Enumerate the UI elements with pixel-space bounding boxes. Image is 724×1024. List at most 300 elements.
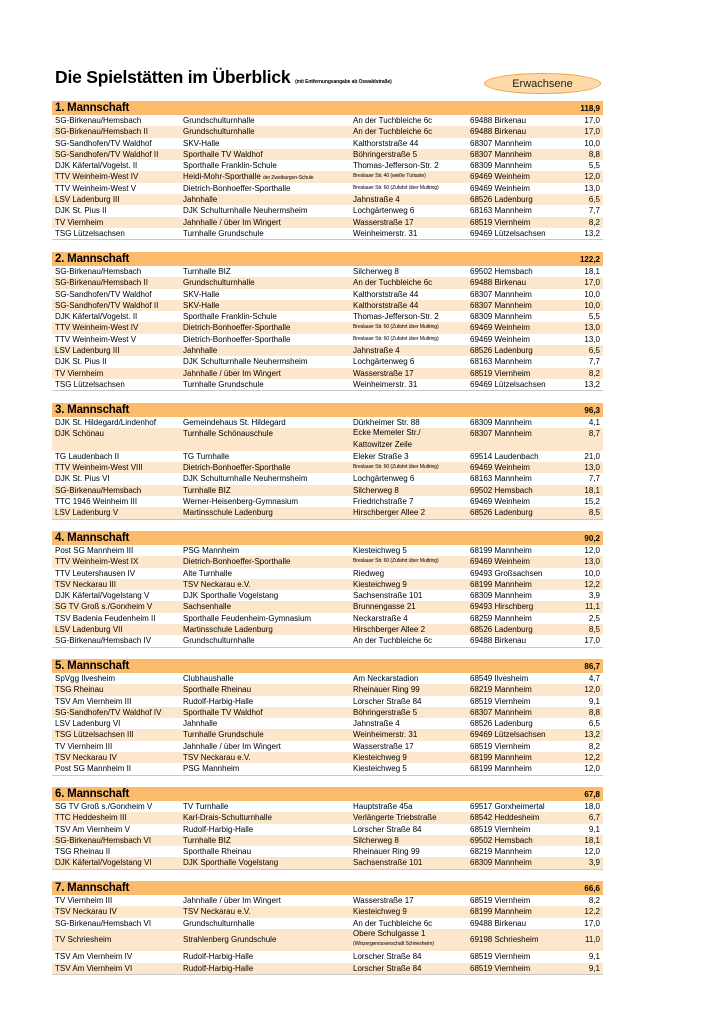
team-name: TV Viernheim III (55, 896, 113, 905)
venue-name-text: Turnhalle Grundschule (183, 730, 264, 740)
section-total-distance: 86,7 (584, 661, 600, 671)
team-name: TTV Weinheim-West V (55, 334, 137, 344)
street-address: Lochgärtenweg 6 (353, 474, 415, 484)
venue-name (183, 741, 281, 752)
postal-city: 69469 Weinheim (470, 183, 530, 193)
distance-km: 9,1 (588, 952, 600, 962)
street-address: Wasserstraße 17 (353, 217, 414, 227)
street-address: Lochgärtenweg 6 (353, 357, 415, 367)
postal-city: 69488 Birkenau (470, 116, 527, 125)
distance-km: 6,7 (588, 813, 600, 823)
venue-name (183, 266, 231, 277)
street-address: Hirschberger Allee 2 (353, 625, 426, 635)
postal-city: 68519 Viernheim (470, 896, 531, 905)
team-name: SG TV Groß s./Gorxheim V (55, 602, 153, 612)
table-row (52, 801, 603, 812)
distance-km: 13,0 (584, 463, 600, 473)
table-row (52, 684, 603, 695)
team-name: TV Schriesheim (55, 934, 112, 944)
table-row (52, 171, 603, 182)
team-name: SG-Sandhofen/TV Waldhof II (55, 300, 159, 310)
team-name: LSV Ladenburg V (55, 508, 119, 518)
venue-name-text: TSV Neckarau e.V. (183, 753, 251, 763)
venue-name (183, 729, 264, 740)
venue-name-text: Sporthalle Rheinau (183, 685, 252, 695)
street-address: Jahnstraße 4 (353, 195, 400, 205)
table-row (52, 322, 603, 333)
postal-city: 69469 Weinheim (470, 557, 530, 567)
table-row (52, 624, 603, 635)
postal-city: 68163 Mannheim (470, 474, 532, 484)
distance-km: 13,0 (584, 323, 600, 333)
distance-km: 7,7 (588, 357, 600, 367)
section-divider (52, 390, 603, 391)
distance-km: 12,0 (584, 546, 600, 555)
street-address: Silcherweg 8 (353, 485, 399, 495)
venue-name-text: Clubhaushalle (183, 674, 234, 683)
section-mannschaft-3 (52, 403, 603, 520)
title-subtitle: (mit Entfernungsangabe ab Oswaldstraße) (295, 79, 392, 85)
postal-city: 69502 Hemsbach (470, 835, 533, 845)
venue-name (183, 812, 272, 823)
team-name: TSG Lützelsachsen (55, 228, 125, 238)
street-address: Hauptstraße 45a (353, 802, 413, 811)
distance-km: 10,0 (584, 138, 600, 148)
street-address: Dürkheimer Str. 88 (353, 418, 420, 427)
venue-name-text: TG Turnhalle (183, 451, 230, 461)
distance-km: 4,7 (588, 674, 600, 683)
distance-km: 6,5 (588, 719, 600, 729)
venue-name (183, 590, 278, 601)
postal-city: 68526 Ladenburg (470, 625, 533, 635)
postal-city: 68307 Mannheim (470, 289, 532, 299)
street-address: Weinheimerstr. 31 (353, 228, 418, 238)
street-address: Jahnstraße 4 (353, 346, 400, 356)
venue-name (183, 579, 251, 590)
street-address: Brunnengasse 21 (353, 602, 416, 612)
street-address: Wasserstraße 17 (353, 368, 414, 378)
street-address (353, 929, 434, 951)
venue-name (183, 160, 277, 171)
section-header (52, 101, 603, 115)
venue-name (183, 895, 281, 906)
team-name: TSG Lützelsachsen III (55, 730, 134, 740)
postal-city: 68219 Mannheim (470, 847, 532, 857)
venue-name-text: Dietrich-Bonhoeffer-Sporthalle (183, 334, 291, 344)
team-name: TSV Am Viernheim V (55, 824, 130, 834)
team-name: SG-Birkenau/Hemsbach (55, 116, 142, 125)
postal-city: 68526 Ladenburg (470, 508, 533, 518)
team-name: SG-Birkenau/Hemsbach VI (55, 918, 152, 928)
table-row (52, 846, 603, 857)
venue-name-text: Sporthalle TV Waldhof (183, 707, 263, 717)
venue-name-text: Rudolf-Harbig-Halle (183, 696, 254, 706)
distance-km: 10,0 (584, 289, 600, 299)
table-row (52, 379, 603, 390)
venue-name (183, 138, 219, 149)
postal-city: 69517 Gorxheimertal (470, 802, 545, 811)
venue-name (183, 601, 231, 612)
table-row (52, 601, 603, 612)
street-line-2: Kattowitzer Zeile (353, 439, 413, 449)
street-address: Kalthorststraße 44 (353, 289, 419, 299)
venue-name-text: Alte Turnhalle (183, 568, 232, 578)
distance-km: 13,2 (584, 379, 600, 389)
venue-name (183, 545, 239, 556)
postal-city: 68526 Ladenburg (470, 195, 533, 205)
table-row (52, 718, 603, 729)
postal-city: 68199 Mannheim (470, 907, 532, 917)
distance-km: 3,9 (588, 858, 600, 868)
table-row (52, 115, 603, 126)
street-address: Rheinauer Ring 99 (353, 847, 420, 857)
distance-km: 9,1 (588, 696, 600, 706)
venue-name (183, 635, 255, 646)
venue-name-text: DJK Schulturnhalle Neuhermsheim (183, 357, 308, 367)
team-name: SG-Birkenau/Hemsbach (55, 485, 142, 495)
table-row (52, 138, 603, 149)
table-row (52, 579, 603, 590)
table-row (52, 126, 603, 137)
distance-km: 12,0 (584, 172, 600, 182)
postal-city: 68199 Mannheim (470, 753, 532, 763)
postal-city: 69469 Lützelsachsen (470, 730, 546, 740)
table-row (52, 568, 603, 579)
venue-name (183, 485, 231, 496)
distance-km: 9,1 (588, 824, 600, 834)
venue-name-text: DJK Sporthalle Vogelstang (183, 858, 279, 868)
team-name: DJK Käfertal/Vogelstang V (55, 591, 150, 601)
street-address: Neckarstraße 4 (353, 613, 408, 623)
postal-city: 68307 Mannheim (470, 707, 532, 717)
venue-name (183, 356, 308, 367)
postal-city: 68309 Mannheim (470, 418, 532, 427)
table-row (52, 696, 603, 707)
venue-name-text: Sporthalle Rheinau (183, 847, 252, 857)
venue-name-text: Jahnhalle / über Im Wingert (183, 741, 281, 751)
venue-name (183, 300, 219, 311)
section-title: 4. Mannschaft (55, 532, 130, 544)
team-name: SG-Birkenau/Hemsbach II (55, 127, 148, 137)
venue-name-text: Grundschulturnhalle (183, 918, 255, 928)
postal-city: 68519 Viernheim (470, 741, 531, 751)
distance-km: 17,0 (584, 278, 600, 288)
postal-city: 68307 Mannheim (470, 138, 532, 148)
team-name: TTC Heddesheim III (55, 813, 127, 823)
postal-city: 68519 Viernheim (470, 963, 531, 973)
postal-city: 68199 Mannheim (470, 764, 532, 774)
team-name: Post SG Mannheim II (55, 764, 132, 774)
section-total-distance: 90,2 (584, 533, 600, 543)
table-row (52, 895, 603, 906)
distance-km: 8,2 (588, 896, 600, 905)
distance-km: 12,2 (584, 753, 600, 763)
team-name: SG-Birkenau/Hemsbach (55, 267, 142, 276)
venue-name (183, 428, 273, 439)
venue-name (183, 217, 281, 228)
venue-name-text: Sporthalle TV Waldhof (183, 149, 263, 159)
distance-km: 17,0 (584, 918, 600, 928)
team-name: DJK St. Pius II (55, 357, 107, 367)
venue-name-text: DJK Schulturnhalle Neuhermsheim (183, 206, 308, 216)
street-address: Thomas-Jefferson-Str. 2 (353, 312, 439, 322)
table-row (52, 228, 603, 239)
distance-km: 10,0 (584, 568, 600, 578)
distance-km: 13,2 (584, 228, 600, 238)
venue-name-text: Dietrich-Bonhoeffer-Sporthalle (183, 183, 291, 193)
section-header (52, 252, 603, 266)
section-divider (52, 869, 603, 870)
venue-name (183, 149, 263, 160)
venue-name (183, 277, 255, 288)
table-row (52, 485, 603, 496)
street-address: Sachsenstraße 101 (353, 858, 423, 868)
venue-name (183, 673, 234, 684)
section-total-distance: 96,3 (584, 405, 600, 415)
postal-city: 69469 Weinheim (470, 463, 530, 473)
street-address: Kalthorststraße 44 (353, 300, 419, 310)
venue-name-text: Jahnhalle / über Im Wingert (183, 368, 281, 378)
section-header (52, 531, 603, 545)
team-name: DJK St. Pius VI (55, 474, 110, 484)
team-name: LSV Ladenburg VI (55, 719, 121, 729)
street-line-1: Ecke Memeler Str./ (353, 428, 421, 438)
table-row (52, 289, 603, 300)
distance-km: 13,0 (584, 183, 600, 193)
table-row (52, 635, 603, 646)
table-row (52, 194, 603, 205)
distance-km: 11,0 (585, 934, 600, 944)
venue-name-text: Rudolf-Harbig-Halle (183, 824, 254, 834)
street-address: Böhringerstraße 5 (353, 149, 418, 159)
section-title: 3. Mannschaft (55, 404, 130, 416)
street-address: Kalthorststraße 44 (353, 138, 419, 148)
venue-name (183, 417, 286, 428)
section-title: 1. Mannschaft (55, 102, 130, 114)
team-name: TSV Neckarau III (55, 579, 116, 589)
street-address: Verlängerte Triebstraße (353, 813, 437, 823)
venue-name-text: Gemeindehaus St. Hildegard (183, 418, 286, 427)
section-mannschaft-4 (52, 531, 603, 648)
street-address: Sachsenstraße 101 (353, 591, 423, 601)
venue-note: der Zweiburgen-Schule (263, 175, 314, 182)
distance-km: 5,5 (588, 161, 600, 171)
table-row (52, 205, 603, 216)
team-name: TSG Rheinau (55, 685, 104, 695)
distance-km: 18,0 (584, 802, 600, 811)
distance-km: 12,0 (584, 847, 600, 857)
postal-city: 69488 Birkenau (470, 127, 527, 137)
street-address: Riedweg (353, 568, 385, 578)
venue-name (183, 918, 255, 929)
venue-name-text: Dietrich-Bonhoeffer-Sporthalle (183, 463, 291, 473)
street-address: Kiesteichweg 9 (353, 907, 407, 917)
venue-name (183, 507, 273, 518)
postal-city: 69469 Weinheim (470, 172, 530, 182)
postal-city: 69493 Großsachsen (470, 568, 543, 578)
title-text: Die Spielstätten im Überblick (55, 67, 291, 87)
postal-city: 68309 Mannheim (470, 591, 532, 601)
team-name: DJK Käfertal/Vogelstang VI (55, 858, 152, 868)
table-row (52, 707, 603, 718)
postal-city: 69488 Birkenau (470, 918, 527, 928)
venue-name-text: Strahlenberg Grundschule (183, 934, 277, 944)
venue-name-text: Jahnhalle (183, 346, 218, 356)
venue-name (183, 846, 251, 857)
street-address: Wasserstraße 17 (353, 896, 414, 905)
venue-name-text: Turnhalle BIZ (183, 485, 231, 495)
venue-name (183, 368, 281, 379)
postal-city: 69488 Birkenau (470, 278, 527, 288)
postal-city: 69514 Laudenbach (470, 451, 539, 461)
street-address: Lorscher Straße 84 (353, 824, 422, 834)
table-row (52, 266, 603, 277)
postal-city: 68307 Mannheim (470, 429, 532, 439)
section-total-distance: 67,8 (584, 789, 600, 799)
postal-city: 69493 Hirschberg (470, 602, 534, 612)
street-address: An der Tuchbleiche 6c (353, 116, 433, 125)
distance-km: 12,2 (584, 907, 600, 917)
venue-name (183, 718, 217, 729)
street-address: An der Tuchbleiche 6c (353, 278, 433, 288)
street-address: Böhringerstraße 5 (353, 707, 418, 717)
team-name: SG-Birkenau/Hemsbach IV (55, 636, 152, 646)
distance-km: 12,2 (584, 579, 600, 589)
venue-name (183, 963, 253, 974)
venue-name-text: Jahnhalle / über Im Wingert (183, 217, 281, 227)
team-name: TSG Rheinau II (55, 847, 111, 857)
venue-name-text: Turnhalle BIZ (183, 267, 231, 276)
venue-name-text: SKV-Halle (183, 300, 220, 310)
distance-km: 8,5 (588, 508, 600, 518)
venue-name (183, 824, 253, 835)
table-row (52, 929, 603, 952)
postal-city: 68163 Mannheim (470, 206, 532, 216)
venue-name-text: TV Turnhalle (183, 802, 229, 811)
table-row (52, 160, 603, 171)
street-address: Breslauer Str. 40 (weiße Türtaste) (353, 173, 426, 180)
distance-km: 8,2 (588, 368, 600, 378)
table-row (52, 545, 603, 556)
distance-km: 13,2 (584, 730, 600, 740)
venue-name (183, 568, 232, 579)
postal-city: 69502 Hemsbach (470, 267, 533, 276)
postal-city: 68259 Mannheim (470, 613, 532, 623)
street-address: Lorscher Straße 84 (353, 696, 422, 706)
venue-name (183, 334, 290, 345)
postal-city: 68526 Ladenburg (470, 346, 533, 356)
venue-name (183, 707, 263, 718)
team-name: SG-Sandhofen/TV Waldhof (55, 289, 152, 299)
team-name: DJK Käfertal/Vogelst. II (55, 312, 138, 322)
table-row (52, 556, 603, 567)
venue-name-text: Grundschulturnhalle (183, 636, 255, 646)
team-name: DJK Käfertal/Vogelst. II (55, 161, 138, 171)
venue-name (183, 835, 231, 846)
team-name: SG-Birkenau/Hemsbach II (55, 278, 148, 288)
table-row (52, 183, 603, 194)
team-name: TSV Am Viernheim III (55, 696, 132, 706)
table-row (52, 906, 603, 917)
team-name: SG-Sandhofen/TV Waldhof II (55, 149, 159, 159)
distance-km: 8,2 (588, 217, 600, 227)
postal-city: 68519 Viernheim (470, 368, 531, 378)
team-name: TSV Badenia Feudenheim II (55, 613, 156, 623)
team-name: DJK Schönau (55, 429, 104, 439)
table-row (52, 857, 603, 868)
section-mannschaft-5 (52, 659, 603, 776)
venue-name (183, 763, 239, 774)
table-row (52, 741, 603, 752)
venue-name-text: Rudolf-Harbig-Halle (183, 952, 254, 962)
team-name: TSV Am Viernheim IV (55, 952, 133, 962)
venue-name-text: Rudolf-Harbig-Halle (183, 963, 254, 973)
table-row (52, 462, 603, 473)
table-row (52, 590, 603, 601)
venue-name (183, 462, 290, 473)
street-address: Wasserstraße 17 (353, 741, 414, 751)
venue-name (183, 801, 228, 812)
table-row (52, 835, 603, 846)
venue-name-text: Grundschulturnhalle (183, 116, 255, 125)
team-name: TTV Leutershausen IV (55, 568, 136, 578)
team-name: DJK St. Hildegard/Lindenhof (55, 418, 156, 427)
venue-name-text: Karl-Drais-Schulturnhalle (183, 813, 272, 823)
postal-city: 68309 Mannheim (470, 161, 532, 171)
table-row (52, 451, 603, 462)
venue-name (183, 451, 229, 462)
postal-city: 68519 Viernheim (470, 824, 531, 834)
postal-city: 68519 Viernheim (470, 952, 531, 962)
distance-km: 12,0 (584, 685, 600, 695)
table-row (52, 417, 603, 428)
table-row (52, 277, 603, 288)
venue-name (183, 194, 217, 205)
section-header (52, 881, 603, 895)
section-total-distance: 66,6 (584, 883, 600, 893)
section-total-distance: 118,9 (580, 103, 600, 113)
street-line-2: (Winzergenossenschaft Schriesheim) (353, 941, 434, 948)
venue-name-text: Martinsschule Ladenburg (183, 508, 273, 518)
venue-name (183, 906, 251, 917)
team-name: TTV Weinheim-West VIII (55, 463, 143, 473)
venue-name (183, 345, 217, 356)
venue-name-text: Turnhalle Schönauschule (183, 429, 273, 439)
venue-name-text: TSV Neckarau e.V. (183, 907, 251, 917)
section-header (52, 403, 603, 417)
street-address: Hirschberger Allee 2 (353, 508, 426, 518)
street-address: An der Tuchbleiche 6c (353, 636, 433, 646)
table-row (52, 729, 603, 740)
postal-city: 68309 Mannheim (470, 858, 532, 868)
table-row (52, 951, 603, 962)
section-title: 2. Mannschaft (55, 253, 130, 265)
section-title: 6. Mannschaft (55, 788, 130, 800)
street-address: An der Tuchbleiche 6c (353, 127, 433, 137)
distance-km: 18,1 (584, 835, 600, 845)
table-row (52, 963, 603, 974)
street-address: Weinheimerstr. 31 (353, 379, 418, 389)
venue-name (183, 496, 298, 507)
street-address: Breslauer Str. 60 (Zufahrt über Multring) (353, 184, 439, 191)
venue-name-text: Turnhalle Grundschule (183, 379, 264, 389)
postal-city: 69469 Weinheim (470, 323, 530, 333)
distance-km: 18,1 (584, 485, 600, 495)
postal-city: 68219 Mannheim (470, 685, 532, 695)
distance-km: 8,8 (588, 149, 600, 159)
distance-km: 10,0 (584, 300, 600, 310)
street-address: Lorscher Straße 84 (353, 952, 422, 962)
